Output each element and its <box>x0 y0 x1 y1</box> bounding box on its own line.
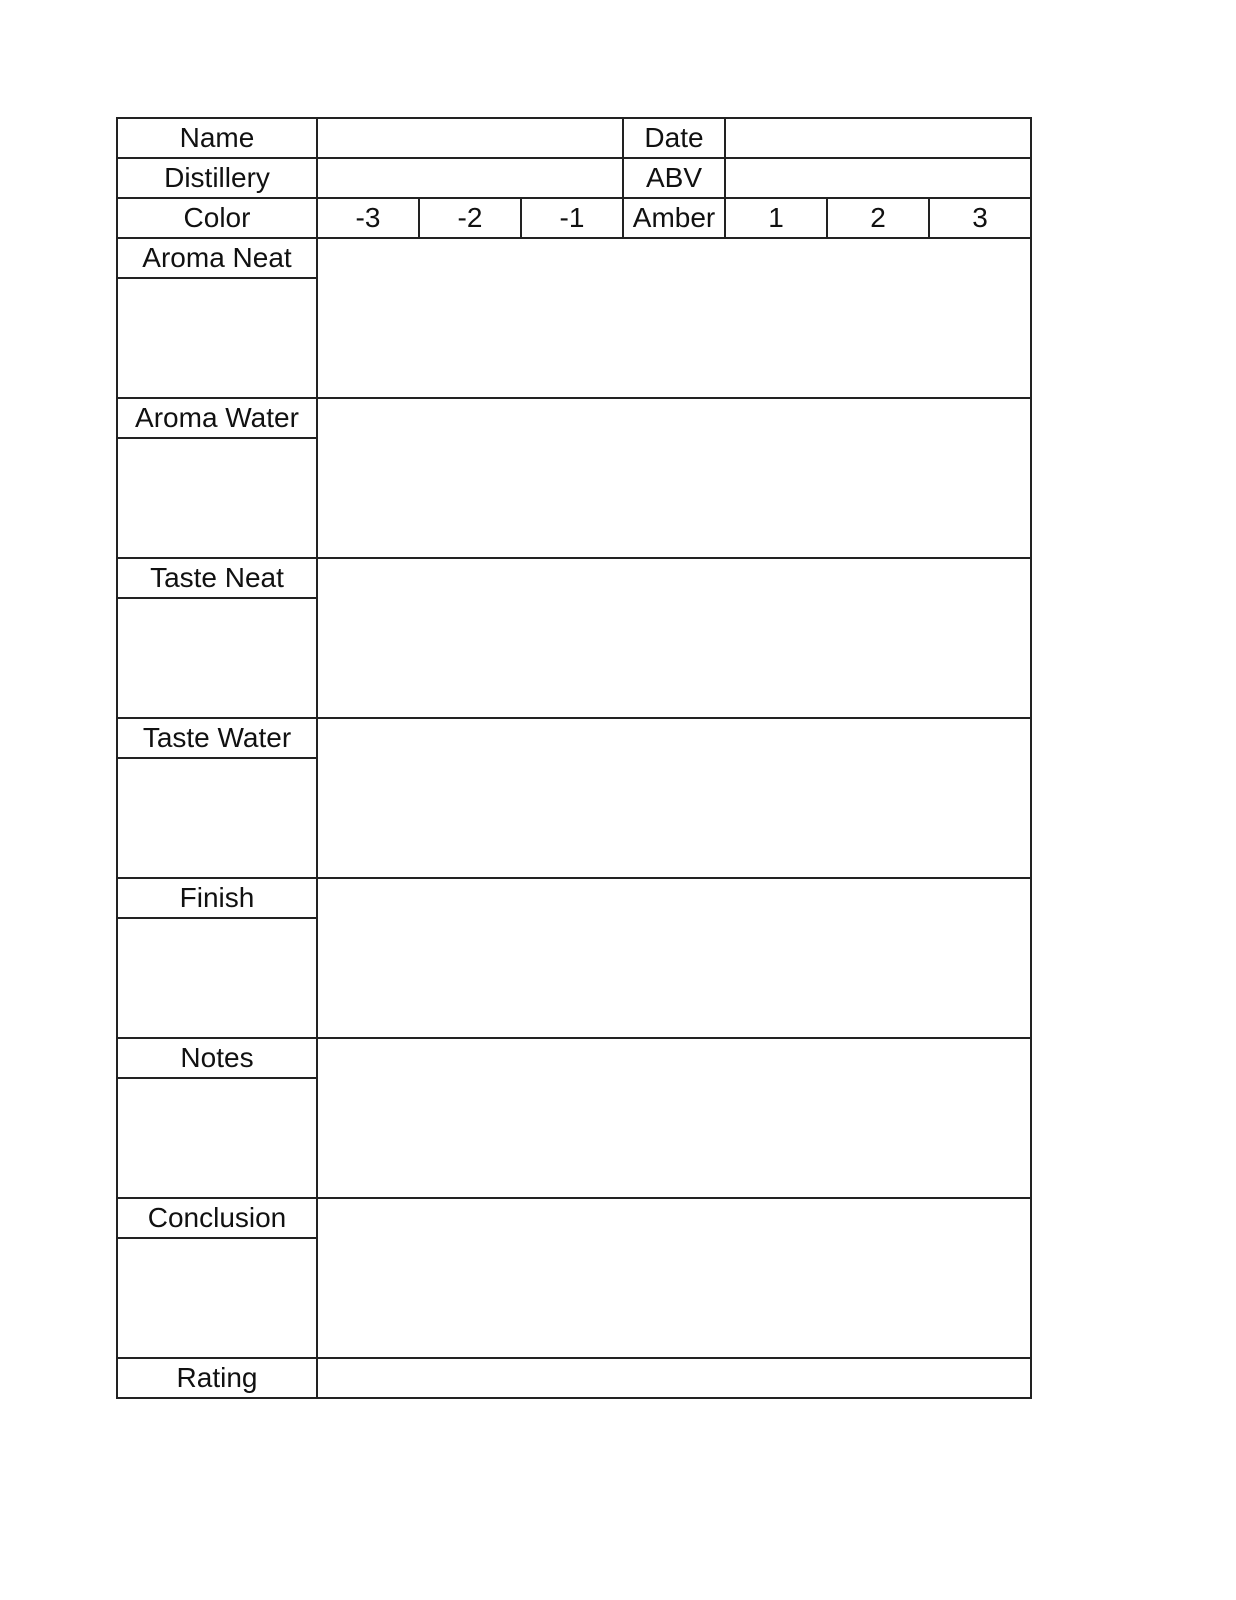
name-label: Name <box>116 117 318 159</box>
section-label-taste-neat: Taste Neat <box>116 557 318 599</box>
distillery-field[interactable] <box>316 157 624 199</box>
tasting-sheet <box>116 117 1032 1401</box>
section-text-area-notes[interactable] <box>316 1037 1032 1199</box>
color-scale-option[interactable]: 3 <box>928 197 1032 239</box>
section-notes-box-conclusion[interactable] <box>116 1237 318 1359</box>
date-label: Date <box>622 117 726 159</box>
section-text-area-aroma-water[interactable] <box>316 397 1032 559</box>
abv-label: ABV <box>622 157 726 199</box>
section-label-taste-water: Taste Water <box>116 717 318 759</box>
section-text-area-taste-water[interactable] <box>316 717 1032 879</box>
section-label-notes: Notes <box>116 1037 318 1079</box>
rating-label: Rating <box>116 1357 318 1399</box>
color-label: Color <box>116 197 318 239</box>
color-scale-option[interactable]: -3 <box>316 197 420 239</box>
section-notes-box-taste-neat[interactable] <box>116 597 318 719</box>
section-label-finish: Finish <box>116 877 318 919</box>
section-text-area-taste-neat[interactable] <box>316 557 1032 719</box>
section-notes-box-notes[interactable] <box>116 1077 318 1199</box>
section-label-aroma-water: Aroma Water <box>116 397 318 439</box>
section-text-area-finish[interactable] <box>316 877 1032 1039</box>
date-field[interactable] <box>724 117 1032 159</box>
section-notes-box-finish[interactable] <box>116 917 318 1039</box>
color-scale-option[interactable]: -2 <box>418 197 522 239</box>
section-notes-box-taste-water[interactable] <box>116 757 318 879</box>
section-text-area-aroma-neat[interactable] <box>316 237 1032 399</box>
color-scale-option[interactable]: -1 <box>520 197 624 239</box>
section-label-aroma-neat: Aroma Neat <box>116 237 318 279</box>
section-notes-box-aroma-water[interactable] <box>116 437 318 559</box>
color-scale-option[interactable]: Amber <box>622 197 726 239</box>
rating-field[interactable] <box>316 1357 1032 1399</box>
color-scale-option[interactable]: 1 <box>724 197 828 239</box>
section-label-conclusion: Conclusion <box>116 1197 318 1239</box>
name-field[interactable] <box>316 117 624 159</box>
section-notes-box-aroma-neat[interactable] <box>116 277 318 399</box>
section-text-area-conclusion[interactable] <box>316 1197 1032 1359</box>
distillery-label: Distillery <box>116 157 318 199</box>
color-scale-option[interactable]: 2 <box>826 197 930 239</box>
abv-field[interactable] <box>724 157 1032 199</box>
